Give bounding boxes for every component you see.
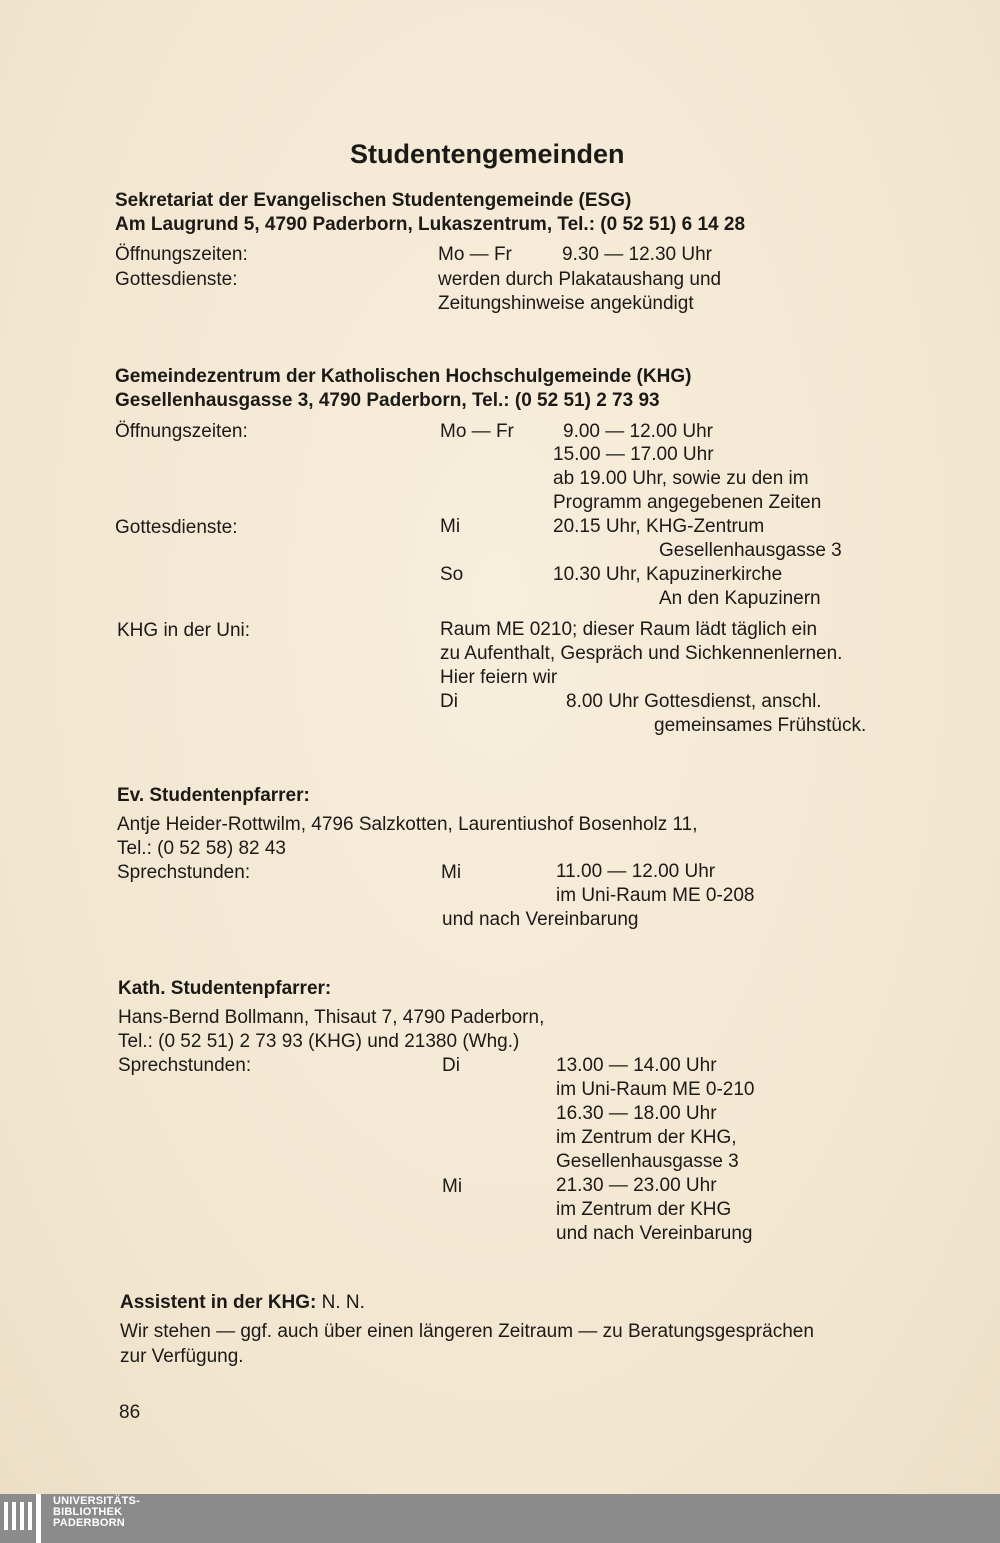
esg-hours-time: 9.30 — 12.30 Uhr bbox=[562, 244, 712, 265]
esg-address: Am Laugrund 5, 4790 Paderborn, Lukaszentrum, Tel.: (0 52 51) 6 14 28 bbox=[115, 214, 746, 235]
khg-uni-text: 8.00 Uhr Gottesdienst, anschl. bbox=[566, 691, 822, 712]
kath-pastor-hours-text: und nach Vereinbarung bbox=[556, 1223, 753, 1244]
kath-pastor-heading: Kath. Studentenpfarrer: bbox=[118, 978, 332, 999]
ev-pastor-hours-text: 11.00 — 12.00 Uhr bbox=[556, 861, 716, 882]
khg-uni-text: gemeinsames Frühstück. bbox=[654, 715, 867, 736]
ev-pastor-hours-text: im Uni-Raum ME 0-208 bbox=[556, 885, 755, 906]
esg-hours-days: Mo — Fr bbox=[438, 244, 512, 265]
ev-pastor-hours-label: Sprechstunden: bbox=[117, 862, 251, 883]
esg-heading: Sekretariat der Evangelischen Studentengemeinde (ESG) bbox=[115, 190, 632, 211]
khg-hours-label: Öffnungszeiten: bbox=[115, 421, 248, 442]
khg-uni-text: Raum ME 0210; dieser Raum lädt täglich ein bbox=[440, 619, 818, 640]
esg-hours-label: Öffnungszeiten: bbox=[115, 244, 248, 265]
assistant-line bbox=[120, 1292, 365, 1314]
kath-pastor-hours-text: 13.00 — 14.00 Uhr bbox=[556, 1055, 717, 1076]
khg-uni-label: KHG in der Uni: bbox=[117, 620, 251, 641]
khg-service-text: 20.15 Uhr, KHG-Zentrum bbox=[553, 516, 765, 537]
kath-pastor-hours-day: Mi bbox=[442, 1176, 463, 1197]
esg-services-text: werden durch Plakataushang und bbox=[438, 269, 722, 290]
khg-service-text: An den Kapuzinern bbox=[659, 588, 821, 609]
library-name-line: PADERBORN bbox=[53, 1517, 125, 1529]
khg-address: Gesellenhausgasse 3, 4790 Paderborn, Tel.: (0 52 51) 2 73 93 bbox=[115, 390, 660, 411]
assistant-heading: Assistent in der KHG: bbox=[120, 1292, 317, 1313]
khg-service-day: Mi bbox=[440, 516, 461, 537]
kath-pastor-phone: Tel.: (0 52 51) 2 73 93 (KHG) und 21380 (Whg.) bbox=[118, 1031, 520, 1052]
khg-hours-text: Programm angegebenen Zeiten bbox=[553, 492, 822, 513]
library-name bbox=[53, 1496, 140, 1529]
khg-heading: Gemeindezentrum der Katholischen Hochschulgemeinde (KHG) bbox=[115, 366, 692, 387]
ev-pastor-address: Antje Heider-Rottwilm, 4796 Salzkotten, Laurentiushof Bosenholz 11, bbox=[117, 814, 698, 835]
esg-services-text: Zeitungshinweise angekündigt bbox=[438, 293, 694, 314]
library-name-line: BIBLIOTHEK bbox=[53, 1506, 123, 1518]
esg-services-label: Gottesdienste: bbox=[115, 269, 238, 290]
library-logo-icon bbox=[2, 1494, 46, 1543]
page-number: 86 bbox=[119, 1402, 141, 1423]
kath-pastor-hours-text: im Zentrum der KHG, bbox=[556, 1127, 737, 1148]
assistant-text: Wir stehen — ggf. auch über einen längeren Zeitraum — zu Beratungsgesprächen bbox=[120, 1321, 814, 1342]
khg-uni-day: Di bbox=[440, 691, 458, 712]
kath-pastor-hours-text: 21.30 — 23.00 Uhr bbox=[556, 1175, 717, 1196]
kath-pastor-hours-day: Di bbox=[442, 1055, 460, 1076]
khg-service-text: 10.30 Uhr, Kapuzinerkirche bbox=[553, 564, 783, 585]
kath-pastor-hours-text: Gesellenhausgasse 3 bbox=[556, 1151, 739, 1172]
ev-pastor-phone: Tel.: (0 52 58) 82 43 bbox=[117, 838, 286, 859]
khg-hours-days: Mo — Fr bbox=[440, 421, 514, 442]
khg-service-day: So bbox=[440, 564, 464, 585]
kath-pastor-address: Hans-Bernd Bollmann, Thisaut 7, 4790 Paderborn, bbox=[118, 1007, 545, 1028]
library-footer bbox=[0, 1494, 1000, 1543]
khg-service-text: Gesellenhausgasse 3 bbox=[659, 540, 842, 561]
kath-pastor-hours-text: im Zentrum der KHG bbox=[556, 1199, 732, 1220]
assistant-name: N. N. bbox=[321, 1292, 365, 1313]
assistant-text: zur Verfügung. bbox=[120, 1346, 244, 1367]
kath-pastor-hours-text: im Uni-Raum ME 0-210 bbox=[556, 1079, 755, 1100]
ev-pastor-hours-text: und nach Vereinbarung bbox=[442, 909, 639, 930]
khg-hours-text: 15.00 — 17.00 Uhr bbox=[553, 444, 714, 465]
khg-services-label: Gottesdienste: bbox=[115, 517, 238, 538]
khg-hours-text: 9.00 — 12.00 Uhr bbox=[563, 421, 713, 442]
khg-uni-text: zu Aufenthalt, Gespräch und Sichkennenlernen. bbox=[440, 643, 843, 664]
page-title: Studentengemeinden bbox=[350, 139, 625, 169]
khg-uni-text: Hier feiern wir bbox=[440, 667, 558, 688]
kath-pastor-hours-label: Sprechstunden: bbox=[118, 1055, 252, 1076]
khg-hours-text: ab 19.00 Uhr, sowie zu den im bbox=[553, 468, 809, 489]
ev-pastor-heading: Ev. Studentenpfarrer: bbox=[117, 785, 310, 806]
ev-pastor-hours-day: Mi bbox=[441, 862, 462, 883]
library-name-line: UNIVERSITÄTS- bbox=[53, 1495, 140, 1507]
kath-pastor-hours-text: 16.30 — 18.00 Uhr bbox=[556, 1103, 717, 1124]
